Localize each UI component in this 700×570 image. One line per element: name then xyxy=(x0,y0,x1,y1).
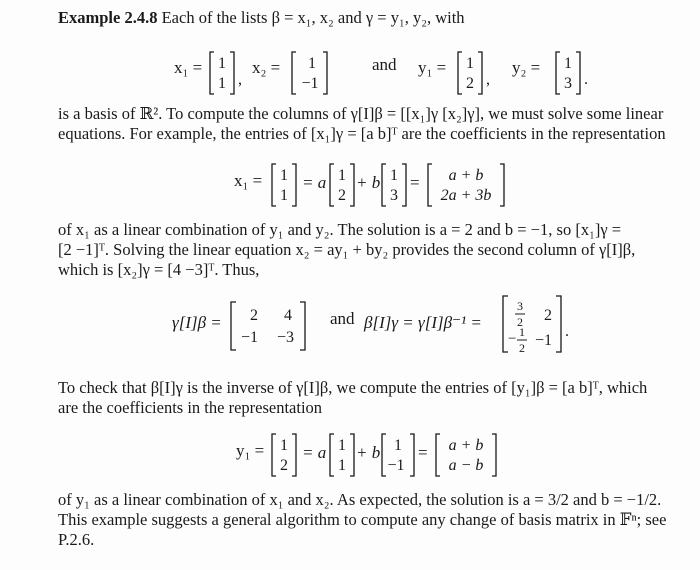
bracket xyxy=(556,52,560,94)
n12: 2 xyxy=(544,307,552,324)
bracket xyxy=(272,434,276,476)
bracket xyxy=(292,164,296,206)
x2-bot: −1 xyxy=(301,75,319,92)
eq3-lhs: γ[I]β = xyxy=(172,313,222,332)
eq4-a-bot: 1 xyxy=(338,457,346,474)
m11: 2 xyxy=(250,307,258,324)
para1-line2: equations. For example, the entries of [x₁]γ = [a b]ᵀ are the coefficients in the representation xyxy=(58,124,666,143)
x2-top: 1 xyxy=(308,55,316,72)
bracket xyxy=(350,434,354,476)
eq4-b-top: 1 xyxy=(394,437,402,454)
n21-num: 1 xyxy=(519,325,525,339)
para2-line3: which is [x₂]γ = [4 −3]ᵀ. Thus, xyxy=(58,260,260,279)
bracket xyxy=(292,434,296,476)
bracket xyxy=(292,52,296,94)
bracket xyxy=(556,296,561,352)
bracket xyxy=(500,164,504,206)
y2-lhs: y₂ = xyxy=(512,58,541,77)
y2-top: 1 xyxy=(564,55,572,72)
bracket xyxy=(576,52,580,94)
comma: , xyxy=(238,71,242,88)
eq2-v-bot: 1 xyxy=(280,187,288,204)
x1-lhs: x₁ = xyxy=(174,58,203,77)
vectors-row-equation xyxy=(0,38,700,98)
eq2-r-bot: 2a + 3b xyxy=(440,187,492,204)
bracket xyxy=(428,164,432,206)
bracket xyxy=(458,52,462,94)
bracket xyxy=(382,164,386,206)
eq3-and: and xyxy=(330,309,355,328)
n21-sign: − xyxy=(508,331,517,347)
eq2-plus-b: + b xyxy=(356,173,381,192)
comma: , xyxy=(486,71,490,88)
y1-bot: 2 xyxy=(466,75,474,92)
y1-representation-equation xyxy=(0,420,700,482)
n21-den: 2 xyxy=(519,341,525,355)
para4-line1: of y₁ as a linear combination of x₁ and x₂. As expected, the solution is a = 3/2 and b = −1/2. xyxy=(58,490,662,509)
eq2-eq-a: = a xyxy=(302,173,327,192)
eq4-a-top: 1 xyxy=(338,437,346,454)
change-of-basis-matrices-equation xyxy=(0,286,700,356)
bracket xyxy=(330,434,334,476)
m22: −3 xyxy=(276,329,294,346)
bracket xyxy=(492,434,496,476)
example-heading-line xyxy=(58,8,465,28)
bracket xyxy=(300,302,305,350)
x1-bot: 1 xyxy=(218,75,226,92)
eq4-v-bot: 2 xyxy=(280,457,288,474)
example-intro: Each of the lists β = x₁, x₂ and γ = y₁, y₂, with xyxy=(161,8,465,27)
x2-lhs: x₂ = xyxy=(252,58,281,77)
bracket xyxy=(350,164,354,206)
eq2-b-bot: 3 xyxy=(390,187,398,204)
eq4-eq-a: = a xyxy=(302,443,327,462)
bracket xyxy=(436,434,440,476)
bracket xyxy=(230,52,234,94)
bracket xyxy=(410,434,414,476)
para3-line2: are the coefficients in the representation xyxy=(58,398,323,417)
eq2-v-top: 1 xyxy=(280,167,288,184)
y1-lhs: y₁ = xyxy=(418,58,447,77)
eq2-eq: = xyxy=(410,173,420,192)
eq4-r-top: a + b xyxy=(448,437,484,454)
para4-line2: This example suggests a general algorithm to compute any change of basis matrix in 𝔽ⁿ; see xyxy=(58,510,667,529)
eq2-r-top: a + b xyxy=(448,167,484,184)
para2-line2: [2 −1]ᵀ. Solving the linear equation x₂ = ay₁ + by₂ provides the second column of γ[I]β, xyxy=(58,240,636,259)
bracket xyxy=(323,52,327,94)
bracket xyxy=(402,164,406,206)
period: . xyxy=(584,71,588,88)
and-word: and xyxy=(372,55,397,74)
bracket xyxy=(478,52,482,94)
eq2-a-bot: 2 xyxy=(338,187,346,204)
n11-num: 3 xyxy=(517,299,523,313)
eq4-eq: = xyxy=(418,443,428,462)
eq4-v-top: 1 xyxy=(280,437,288,454)
bracket xyxy=(330,164,334,206)
x1-top: 1 xyxy=(218,55,226,72)
n22: −1 xyxy=(534,332,552,349)
m12: 4 xyxy=(284,307,292,324)
eq3-period: . xyxy=(565,323,569,340)
eq2-b-top: 1 xyxy=(390,167,398,184)
m21: −1 xyxy=(240,329,258,346)
para1-line1: is a basis of ℝ². To compute the columns of γ[I]β = [[x₁]γ [x₂]γ], we must solve some linear xyxy=(58,104,664,123)
eq4-r-bot: a − b xyxy=(448,457,484,474)
eq2-a-top: 1 xyxy=(338,167,346,184)
y2-bot: 3 xyxy=(564,75,572,92)
bracket xyxy=(272,164,276,206)
bracket xyxy=(210,52,214,94)
eq2-lhs: x₁ = xyxy=(234,171,263,190)
eq4-lhs: y₁ = xyxy=(236,441,265,460)
n11-den: 2 xyxy=(517,315,523,329)
bracket xyxy=(231,302,236,350)
eq4-b-bot: −1 xyxy=(387,457,405,474)
y1-top: 1 xyxy=(466,55,474,72)
eq3-rhs-label: β[I]γ = γ[I]β⁻¹ = xyxy=(364,313,482,332)
example-label: Example 2.4.8 xyxy=(58,8,158,27)
para4-line3: P.2.6. xyxy=(58,530,95,549)
para3-line1: To check that β[I]γ is the inverse of γ[I]β, we compute the entries of [y₁]β = [a b]ᵀ, which xyxy=(58,378,648,397)
para2-line1: of x₁ as a linear combination of y₁ and y₂. The solution is a = 2 and b = −1, so [x₁]γ = xyxy=(58,220,622,239)
bracket xyxy=(382,434,386,476)
x1-representation-equation xyxy=(0,150,700,212)
eq4-plus-b: + b xyxy=(356,443,381,462)
